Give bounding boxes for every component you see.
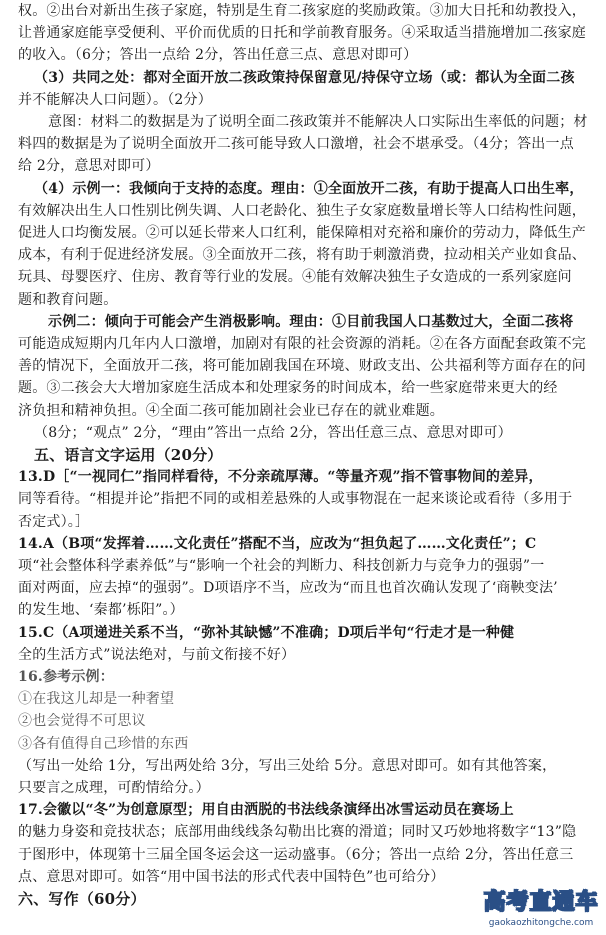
text-line: 料四的数据是为了说明全面放开二孩可能导致人口激增，社会不堪承受。（4分；答出一点 (18, 136, 574, 153)
watermark-logo (482, 885, 600, 929)
text-line: 可能造成短期内几年内人口激增，加剧对有限的社会资源的消耗。②在各方面配套政策不完 (18, 336, 586, 352)
text-line: 题。③二孩会大大增加家庭生活成本和处理家务的时间成本，给一些家庭带来更大的经 (18, 380, 558, 397)
section-heading: 五、语言文字运用（20分） (34, 446, 223, 464)
text-line: ①在我这儿却是一种奢望 (18, 691, 175, 708)
text-line: 有效解决出生人口性别比例失调、人口老龄化、独生子女家庭数量增长等人口结构性问题， (18, 202, 586, 219)
text-line: 给 2分，意思对即可） (18, 158, 160, 175)
text-line: （4）示例一：我倾向于支持的态度。理由：①全面放开二孩，有助于提高人口出生率， (34, 180, 584, 197)
text-line: ②也会觉得不可思议 (18, 713, 146, 730)
text-line: 13.D［“一视同仁”指同样看待，不分亲疏厚薄。“等量齐观”指不管事物间的差异， (18, 469, 543, 486)
text-line: 促进人口均衡发展。②可以延长带来人口红利，能保障相对充裕和廉价的劳动力，降低生产 (18, 225, 586, 241)
text-line: 并不能解决人口问题）。（2分） (18, 91, 212, 108)
text-line: ③各有值得自己珍惜的东西 (18, 735, 189, 752)
watermark-title: 高考直通车 (483, 890, 599, 915)
text-line: 的魅力身姿和竞技状态；底部用曲线线条勾勒出比赛的滑道；同时又巧妙地将数字“13”隐 (18, 824, 577, 841)
text-line: 让普通家庭能享受便利、平价而优质的日托和学前教育服务。④采取适当措施增加二孩家庭 (18, 25, 586, 42)
text-line: 济负担和精神负担。④全面二孩可能加剧社会业已存在的就业难题。 (18, 402, 444, 419)
text-line: 17.会徽以“冬”为创意原型；用自由洒脱的书法线条演绎出冰雪运动员在赛场上 (18, 802, 514, 819)
text-line: （8分；“观点” 2分，“理由”答出一点给 2分，答出任意三点、意思对即可） (34, 424, 512, 441)
text-line: 成本，有利于促进经济发展。③全面放开二孩，将有助于刺激消费，拉动相关产业如食品、 (18, 247, 586, 264)
text-line: 16.参考示例： (18, 669, 114, 685)
text-line: 题和教育问题。 (18, 291, 118, 308)
text-line: 权。②出台对新出生孩子家庭，特别是生育二孩家庭的奖励政策。③加大日托和幼教投入， (18, 3, 586, 19)
section-heading: 六、写作（60分） (18, 890, 146, 908)
text-line: 否定式）。］ (18, 513, 90, 530)
text-line: 玩具、母婴医疗、住房、教育等行业的发展。④能有效解决独生子女造成的一系列家庭问 (18, 269, 572, 286)
text-line: 全的生活方式”说法绝对，与前文衔接不好） (18, 646, 296, 663)
text-line: 只要言之成理，可酌情给分。） (18, 780, 210, 796)
text-line: 意图：材料二的数据是为了说明全面二孩政策并不能解决人口实际出生率低的问题；材 (48, 114, 588, 130)
text-line: 的发生地、‘秦都’栎阳”。） (18, 602, 184, 619)
text-line: 同等看待。“相提并论”指把不同的或相差悬殊的人或事物混在一起来谈论或看待（多用于 (18, 491, 573, 508)
text-line: 于图形中，体现第十三届全国冬运会这一运动盛事。（6分；答出一点给 2分，答出任意三 (18, 846, 574, 863)
text-line: 示例二：倾向于可能会产生消极影响。理由：①目前我国人口基数过大，全面二孩将 (48, 313, 574, 330)
text-line: 15.C（A项递进关系不当，“弥补其缺憾”不准确；D项后半句“行走才是一种健 (18, 624, 515, 641)
text-line: 面对两面，应去掉“的强弱”。D项语序不当，应改为“而且也首次确认发现了‘商鞅变法’ (18, 580, 558, 597)
text-line: （3）共同之处：都对全面开放二孩政策持保留意见/持保守立场（或：都认为全面二孩 (34, 69, 575, 86)
text-line: 14.A（B项“发挥着……文化责任”搭配不当，应改为“担负起了……文化责任”；C (18, 535, 537, 552)
text-line: 项“社会整体科学素养低”与“影响一个社会的判断力、科技创新力与竞争力的强弱”一 (18, 558, 545, 574)
text-line: 点、意思对即可。如答“用中国书法的形式代表中国特色”也可给分） (18, 868, 445, 885)
text-line: 的收入。（6分；答出一点给 2分，答出任意三点、意思对即可） (18, 47, 418, 64)
watermark-url: gaokaozhitongche.com (488, 918, 594, 928)
text-line: （写出一处给 1分，写出两处给 3分，写出三处给 5分。意思对即可。如有其他答案， (18, 757, 557, 774)
text-line: 善的情况下，全面放开二孩，将可能加剧我国在环境、财政支出、公共福利等方面存在的问 (18, 358, 586, 375)
